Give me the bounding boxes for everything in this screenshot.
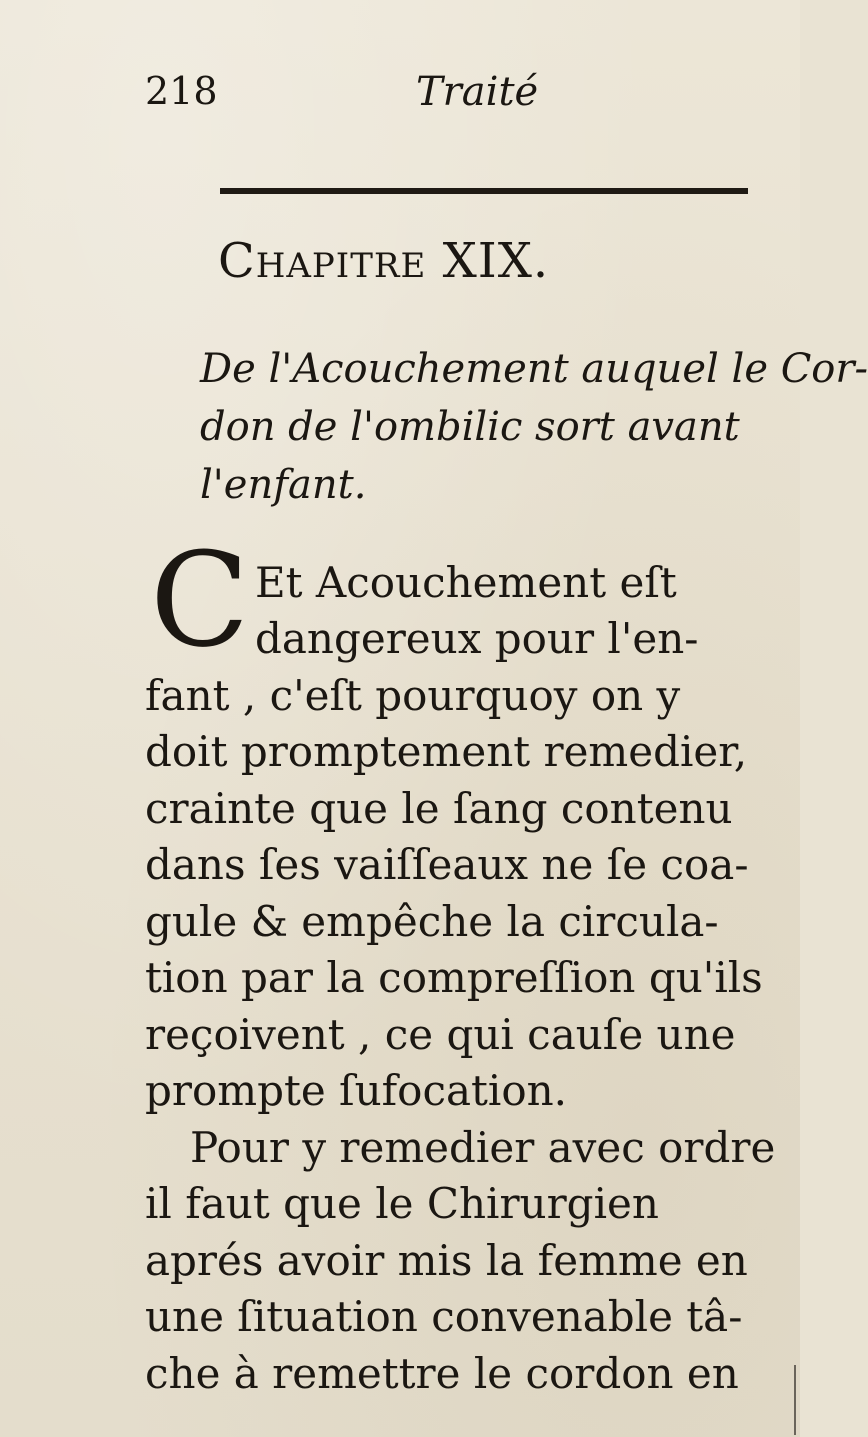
body-line: Et Acouchement eſt	[255, 558, 677, 607]
chapter-subtitle	[200, 340, 868, 514]
body-line: prompte ſufocation.	[145, 1066, 568, 1116]
body-line: che à remettre le cordon en	[145, 1348, 739, 1398]
body-line: aprés avoir mis la femme en	[145, 1235, 748, 1285]
body-line: fant , c'eſt pourquoy on y	[145, 670, 681, 720]
chapter-rule	[220, 188, 748, 194]
subtitle-line: l'enfant.	[200, 462, 367, 508]
body-line: reçoivent , ce qui cauſe une	[145, 1009, 736, 1059]
body-line: dans ſes vaiſſeaux ne ſe coa-	[145, 840, 749, 890]
body-line: une ſituation convenable tâ-	[145, 1292, 743, 1342]
body-line: Pour y remedier avec ordre	[190, 1122, 776, 1172]
drop-cap: C	[150, 524, 250, 676]
body-line: crainte que le ſang contenu	[145, 783, 733, 833]
body-line: gule & empêche la circula-	[145, 896, 719, 946]
page-number: 218	[145, 69, 218, 113]
body-line: dangereux pour l'en-	[255, 614, 699, 664]
subtitle-line: De l'Acouchement auquel le Cor-	[200, 346, 868, 392]
body-line: doit promptement remedier,	[145, 727, 748, 777]
running-head: Traité	[416, 69, 539, 115]
subtitle-line: don de l'ombilic sort avant	[200, 404, 740, 450]
body-line: il faut que le Chirurgien	[145, 1179, 659, 1229]
edge-mark	[794, 1365, 796, 1435]
body-line: tion par la compreſſion qu'ils	[145, 953, 763, 1003]
chapter-heading: Chapitre XIX.	[218, 233, 550, 289]
body-text	[145, 555, 776, 1402]
